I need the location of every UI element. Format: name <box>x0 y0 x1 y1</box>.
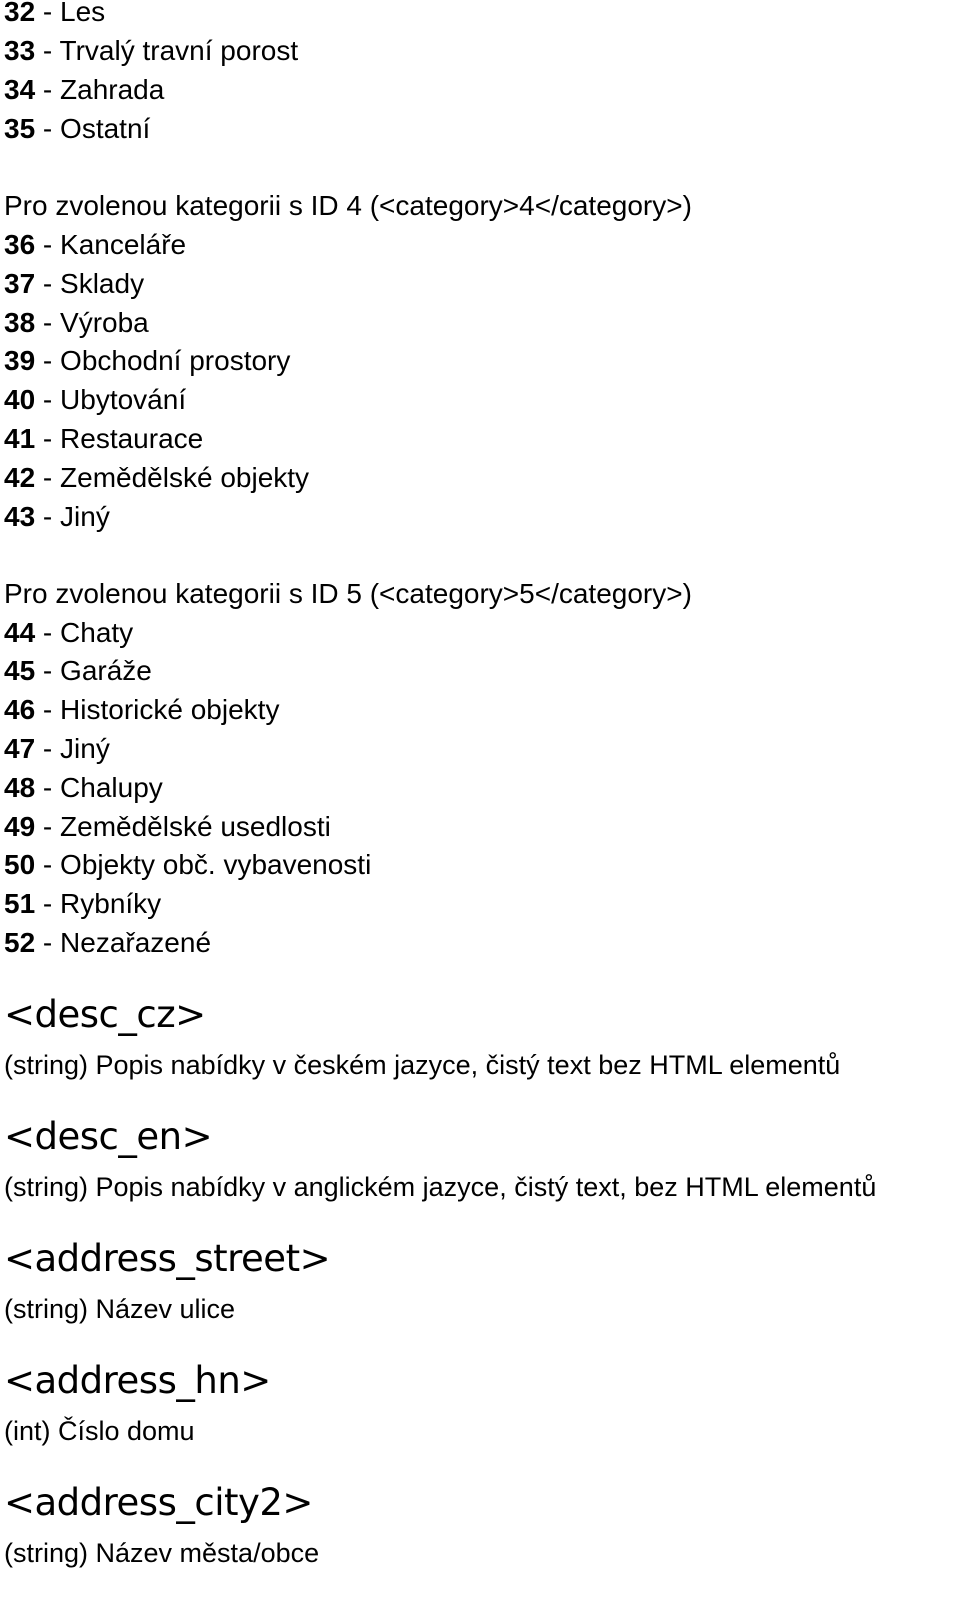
item-id: 38 <box>4 307 36 338</box>
list-item <box>4 927 211 959</box>
item-label: - Zahrada <box>35 74 165 105</box>
item-label: - Chalupy <box>35 772 163 803</box>
list-item <box>4 462 309 494</box>
field-tag-heading: <desc_en> <box>4 1115 213 1158</box>
list-item <box>4 268 144 300</box>
item-label: - Garáže <box>35 655 152 686</box>
item-label: - Restaurace <box>35 423 204 454</box>
item-label: - Obchodní prostory <box>35 345 291 376</box>
item-id: 51 <box>4 888 36 919</box>
list-item <box>4 74 164 106</box>
field-description: (string) Název ulice <box>4 1294 236 1324</box>
item-id: 44 <box>4 617 36 648</box>
field-tag-heading: <address_hn> <box>4 1359 271 1402</box>
list-item <box>4 345 290 377</box>
item-id: 32 <box>4 0 36 27</box>
item-id: 33 <box>4 35 36 66</box>
item-id: 47 <box>4 733 36 764</box>
category-intro: Pro zvolenou kategorii s ID 5 (<category>5</category>) <box>4 578 692 609</box>
item-label: - Jiný <box>35 501 110 532</box>
item-label: - Nezařazené <box>35 927 212 958</box>
item-id: 34 <box>4 74 36 105</box>
list-item <box>4 733 110 765</box>
item-label: - Zemědělské usedlosti <box>35 811 331 842</box>
item-id: 42 <box>4 462 36 493</box>
item-id: 50 <box>4 849 36 880</box>
field-description: (int) Číslo domu <box>4 1416 195 1446</box>
item-label: - Jiný <box>35 733 110 764</box>
list-item <box>4 229 186 261</box>
list-item <box>4 655 152 687</box>
field-description: (string) Název města/obce <box>4 1538 320 1568</box>
item-label: - Les <box>35 0 106 27</box>
item-label: - Chaty <box>35 617 134 648</box>
list-item <box>4 307 149 339</box>
field-tag-heading: <address_city2> <box>4 1481 313 1524</box>
item-label: - Kanceláře <box>35 229 187 260</box>
field-description: (string) Popis nabídky v anglickém jazyce, čistý text, bez HTML elementů <box>4 1172 877 1202</box>
item-id: 49 <box>4 811 36 842</box>
item-id: 43 <box>4 501 36 532</box>
item-id: 41 <box>4 423 36 454</box>
field-tag-heading: <desc_cz> <box>4 993 206 1036</box>
list-item <box>4 772 163 804</box>
item-label: - Výroba <box>35 307 149 338</box>
list-item <box>4 888 161 920</box>
item-id: 40 <box>4 384 36 415</box>
item-id: 36 <box>4 229 36 260</box>
list-item <box>4 501 110 533</box>
item-label: - Ostatní <box>35 113 151 144</box>
list-item <box>4 113 150 145</box>
field-tag-heading: <address_street> <box>4 1237 331 1280</box>
item-label: - Ubytování <box>35 384 187 415</box>
list-item <box>4 35 298 67</box>
list-item <box>4 694 279 726</box>
category-intro: Pro zvolenou kategorii s ID 4 (<category>4</category>) <box>4 190 692 221</box>
list-item <box>4 811 331 843</box>
list-item <box>4 423 203 455</box>
item-label: - Zemědělské objekty <box>35 462 310 493</box>
item-label: - Trvalý travní porost <box>35 35 299 66</box>
item-label: - Sklady <box>35 268 145 299</box>
item-label: - Rybníky <box>35 888 162 919</box>
item-id: 45 <box>4 655 36 686</box>
item-label: - Historické objekty <box>35 694 280 725</box>
item-id: 52 <box>4 927 36 958</box>
item-label: - Objekty obč. vybavenosti <box>35 849 372 880</box>
list-item <box>4 617 133 649</box>
list-item <box>4 384 186 416</box>
item-id: 48 <box>4 772 36 803</box>
item-id: 35 <box>4 113 36 144</box>
item-id: 37 <box>4 268 36 299</box>
field-description: (string) Popis nabídky v českém jazyce, čistý text bez HTML elementů <box>4 1050 841 1080</box>
item-id: 46 <box>4 694 36 725</box>
list-item <box>4 849 371 881</box>
item-id: 39 <box>4 345 36 376</box>
list-item <box>4 0 105 28</box>
